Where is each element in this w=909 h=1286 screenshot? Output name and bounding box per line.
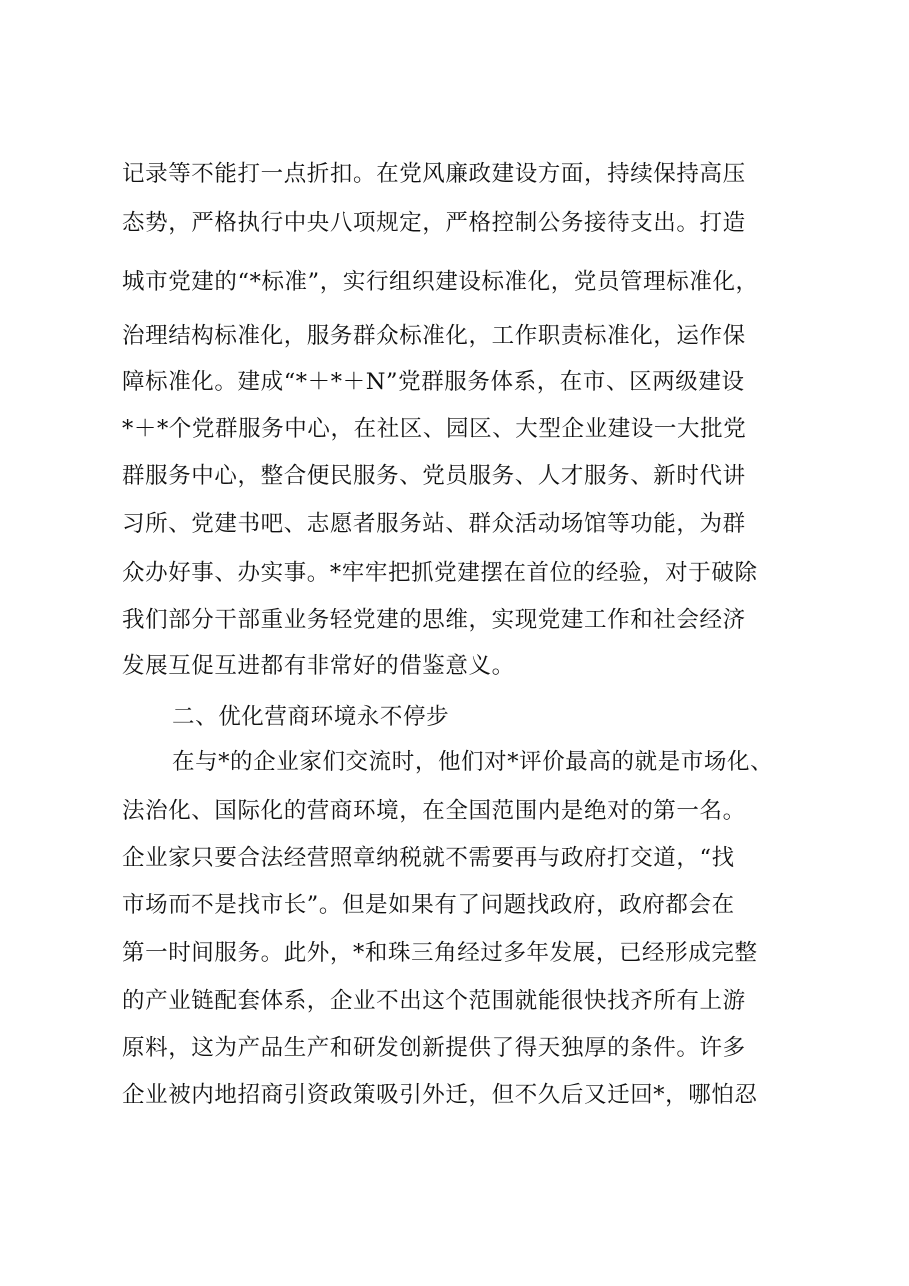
paragraph-1-line-6: *＋*个党群服务中心，在社区、园区、大型企业建设一大批党 <box>122 416 747 442</box>
paragraph-2-line-8: 企业被内地招商引资政策吸引外迁，但不久后又迁回*，哪怕忍 <box>122 1082 758 1108</box>
paragraph-2-line-5: 第一时间服务。此外，*和珠三角经过多年发展，已经形成完整 <box>122 940 758 966</box>
paragraph-2-line-3: 企业家只要合法经营照章纳税就不需要再与政府打交道，“找 <box>122 845 735 871</box>
paragraph-2-line-4: 市场而不是找市长”。但是如果有了问题找政府，政府都会在 <box>122 892 735 918</box>
paragraph-2-line-7: 原料，这为产品生产和研发创新提供了得天独厚的条件。许多 <box>122 1035 746 1061</box>
paragraph-1-line-10: 我们部分干部重业务轻党建的思维，实现党建工作和社会经济 <box>122 607 746 633</box>
paragraph-2-line-1: 在与*的企业家们交流时，他们对*评价最高的就是市场化、 <box>172 749 774 775</box>
paragraph-1-line-9: 众办好事、办实事。*牢牢把抓党建摆在首位的经验，对于破除 <box>122 560 758 586</box>
paragraph-1-line-3: 城市党建的“*标准”，实行组织建设标准化，党员管理标准化， <box>122 269 759 295</box>
paragraph-1-line-4: 治理结构标准化，服务群众标准化，工作职责标准化，运作保 <box>122 323 746 349</box>
paragraph-2-line-6: 的产业链配套体系，企业不出这个范围就能很快找齐所有上游 <box>122 988 746 1014</box>
paragraph-1-line-1: 记录等不能打一点折扣。在党风廉政建设方面，持续保持高压 <box>122 161 746 187</box>
paragraph-1-line-7: 群服务中心，整合便民服务、党员服务、人才服务、新时代讲 <box>122 463 746 489</box>
paragraph-1-line-2: 态势，严格执行中央八项规定，严格控制公务接待支出。打造 <box>122 210 746 236</box>
paragraph-1-line-11: 发展互促互进都有非常好的借鉴意义。 <box>122 653 515 679</box>
paragraph-1-line-5: 障标准化。建成“*＋*＋N”党群服务体系，在市、区两级建设 <box>122 369 745 395</box>
paragraph-1-line-8: 习所、党建书吧、志愿者服务站、群众活动场馆等功能，为群 <box>122 511 746 537</box>
section-heading: 二、优化营商环境永不停步 <box>172 704 450 730</box>
paragraph-2-line-2: 法治化、国际化的营商环境，在全国范围内是绝对的第一名。 <box>122 798 746 824</box>
